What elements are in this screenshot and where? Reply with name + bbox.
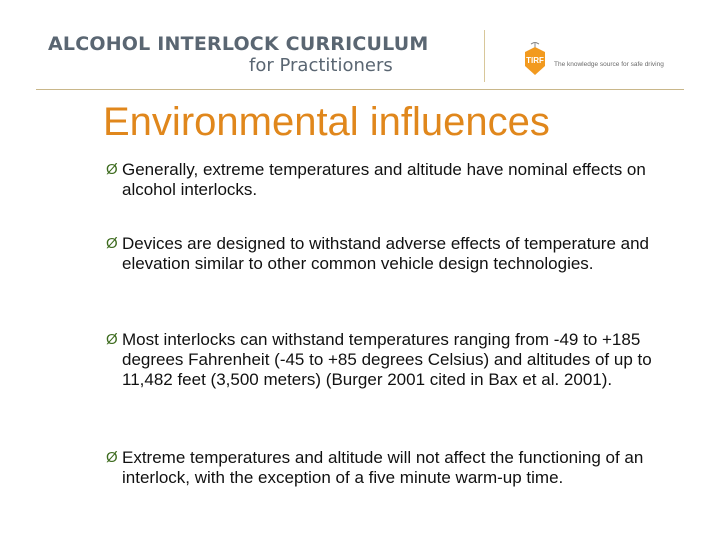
slide-title: Environmental influences — [103, 100, 550, 144]
bullet-item — [106, 330, 696, 390]
bullet-item — [106, 160, 666, 200]
arrowhead-bullet-icon: Ø — [106, 331, 118, 348]
tirf-logo-icon — [520, 42, 550, 76]
arrowhead-bullet-icon: Ø — [106, 449, 118, 466]
logo-divider — [484, 30, 485, 82]
header-divider — [36, 89, 684, 90]
curriculum-title: ALCOHOL INTERLOCK CURRICULUM — [48, 33, 429, 55]
arrowhead-bullet-icon: Ø — [106, 161, 118, 178]
bullet-text: Extreme temperatures and altitude will not affect the functioning of an interlock, with the exception of a five minute warm-up time. — [122, 448, 644, 487]
bullet-text: Most interlocks can withstand temperatures ranging from -49 to +185 degrees Fahrenheit (-45 to +85 degrees Celsius) and altitudes of up to 11,482 feet (3,500 meters) (Burger 2001 cited in Bax et al. 2001). — [122, 330, 652, 389]
bullet-text: Generally, extreme temperatures and altitude have nominal effects on alcohol interlocks. — [122, 160, 646, 199]
curriculum-subtitle: for Practitioners — [249, 55, 393, 76]
bullet-item — [106, 448, 706, 488]
bullet-text: Devices are designed to withstand adverse effects of temperature and elevation similar to other common vehicle design technologies. — [122, 234, 649, 273]
logo-tagline: The knowledge source for safe driving — [554, 61, 664, 68]
logo-text: TIRF — [526, 56, 544, 65]
bullet-item — [106, 234, 666, 274]
arrowhead-bullet-icon: Ø — [106, 235, 118, 252]
slide-header — [0, 0, 720, 92]
